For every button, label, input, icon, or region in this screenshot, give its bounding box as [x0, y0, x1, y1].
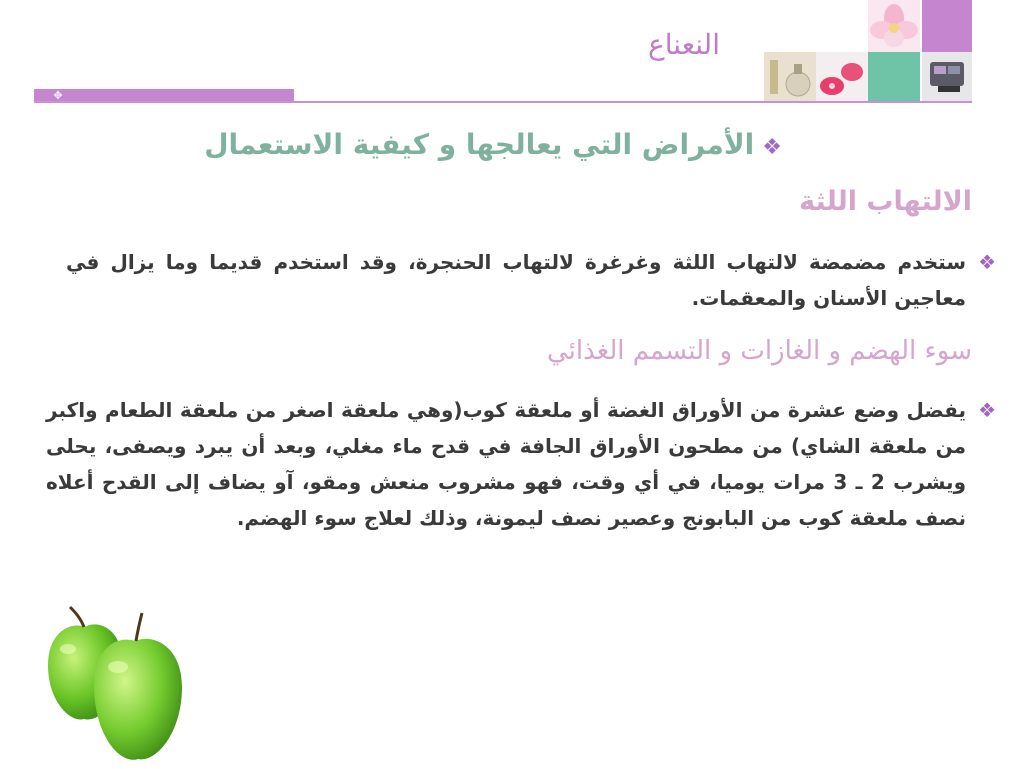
topic-paragraph-text: يفضل وضع عشرة من الأوراق الغضة أو ملعقة كوب(وهي ملعقة اصغر من ملعقة الطعام واكبر من ملعقة الشاي) من مطحون الأوراق الجافة في قدح ماء مغلي، وبعد أن يبرد ويصفى، يحلى ويشرب 2 ـ 3 مرات يوميا، في أي وقت، فهو مشروب منعش ومقو، آو يضاف إلى القدح أعلاه نصف ملعقة كوب من البابونج وعصير نصف ليمونة، وذلك لعلاج سوء الهضم.	[46, 398, 967, 530]
makeup-photo-tile	[922, 52, 972, 102]
header-divider-line	[34, 101, 972, 103]
four-diamond-bullet-icon: ❖	[978, 250, 996, 274]
green-tile	[868, 52, 920, 102]
topic-paragraph-gums	[66, 244, 996, 316]
topic-title-digestion: سوء الهضم و الغازات و التسمم الغذائي	[547, 336, 972, 366]
four-diamond-bullet-icon: ❖	[762, 135, 782, 160]
four-diamond-bullet-icon: ❖	[978, 398, 996, 422]
purple-tile	[922, 0, 972, 52]
topic-title-gums: الالتهاب اللثة	[799, 186, 972, 217]
green-apples-image	[40, 605, 200, 769]
section-heading	[204, 128, 782, 161]
section-heading-text: الأمراض التي يعالجها و كيفية الاستعمال	[204, 128, 755, 161]
topic-paragraph-digestion	[46, 392, 996, 536]
topic-paragraph-text: ستخدم مضمضة لالتهاب اللثة وغرغرة لالتهاب الحنجرة، وقد استخدم قديما وما يزال في معاجين الأسنان والمعقمات.	[66, 250, 966, 310]
candy-photo-tile	[816, 52, 868, 102]
bullet-marker-icon: ✥	[53, 89, 63, 102]
perfume-photo-tile	[764, 52, 816, 102]
slide-title: النعناع	[648, 28, 720, 61]
flower-photo-tile	[868, 0, 920, 52]
